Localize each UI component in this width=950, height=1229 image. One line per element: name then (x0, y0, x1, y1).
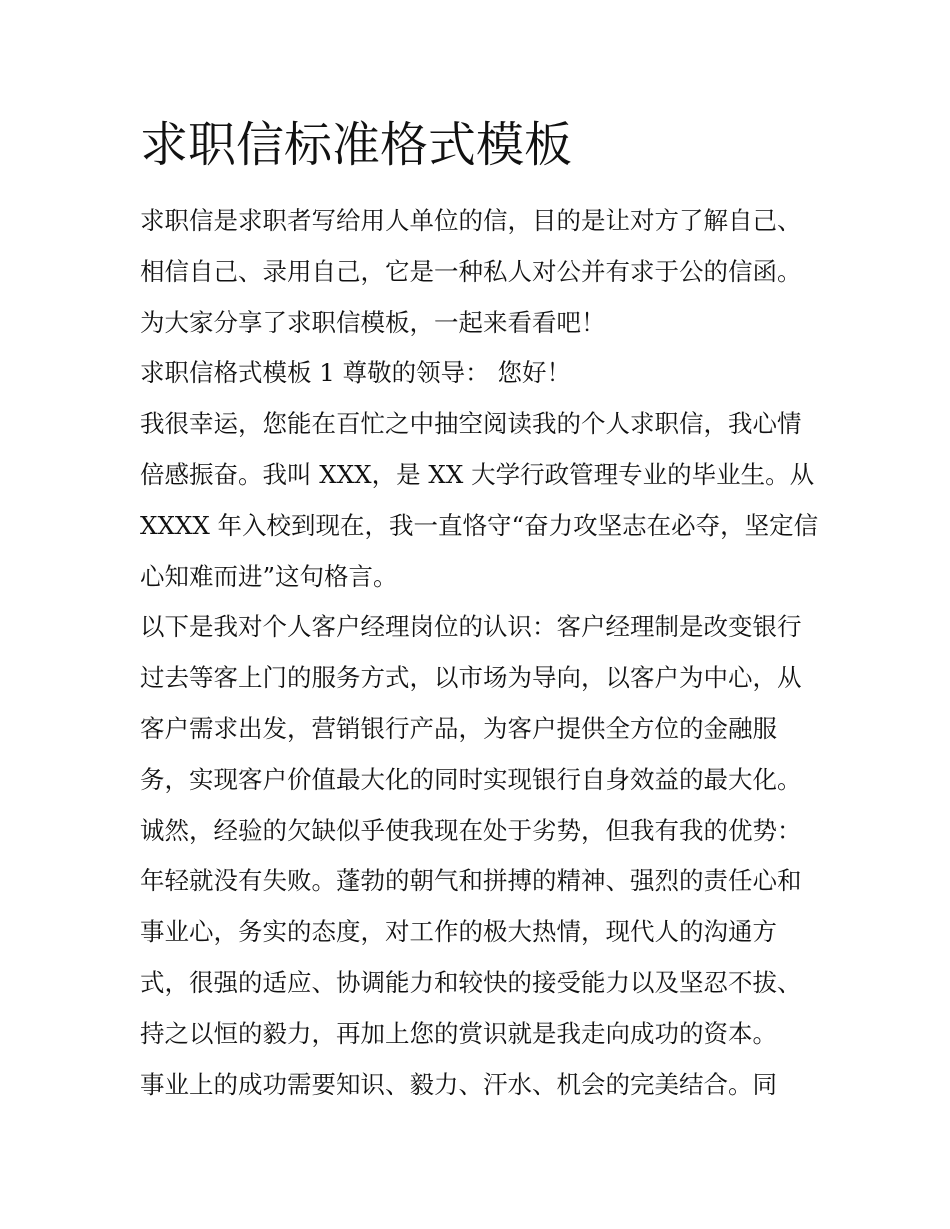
text-line: 诚然，经验的欠缺似乎使我现在处于劣势，但我有我的优势： (140, 815, 802, 845)
text-line: 我很幸运，您能在百忙之中抽空阅读我的个人求职信，我心情 (140, 409, 802, 439)
text-line: 心知难而进”这句格言。 (140, 561, 398, 591)
text-line: 求职信格式模板 1 尊敬的领导： 您好！ (140, 358, 571, 388)
text-line: 求职信是求职者写给用人单位的信，目的是让对方了解自己、 (140, 206, 802, 235)
text-line: 事业上的成功需要知识、毅力、汗水、机会的完美结合。同 (140, 1069, 777, 1099)
page-title: 求职信标准格式模板 (140, 117, 573, 173)
text-line: 以下是我对个人客户经理岗位的认识：客户经理制是改变银行 (140, 612, 802, 642)
document-body (140, 196, 830, 1110)
text-line: 相信自己、录用自己，它是一种私人对公并有求于公的信函。 (140, 256, 802, 286)
text-line: 倍感振奋。我叫 XXX，是 XX 大学行政管理专业的毕业生。从 (140, 459, 815, 489)
text-line: XXXX 年入校到现在，我一直恪守“奋力攻坚志在必夺，坚定信 (140, 510, 819, 540)
text-line: 事业心，务实的态度，对工作的极大热情，现代人的沟通方 (140, 917, 777, 947)
text-line: 持之以恒的毅力，再加上您的赏识就是我走向成功的资本。 (140, 1018, 777, 1048)
text-line: 客户需求出发，营销银行产品，为客户提供全方位的金融服 (140, 713, 777, 743)
text-line: 式，很强的适应、协调能力和较快的接受能力以及坚忍不拔、 (140, 967, 802, 997)
text-line: 为大家分享了求职信模板，一起来看看吧！ (140, 307, 606, 337)
text-line: 过去等客上门的服务方式，以市场为导向，以客户为中心，从 (140, 663, 802, 693)
text-line: 务，实现客户价值最大化的同时实现银行自身效益的最大化。 (140, 764, 802, 794)
text-line: 年轻就没有失败。蓬勃的朝气和拼搏的精神、强烈的责任心和 (140, 866, 802, 896)
